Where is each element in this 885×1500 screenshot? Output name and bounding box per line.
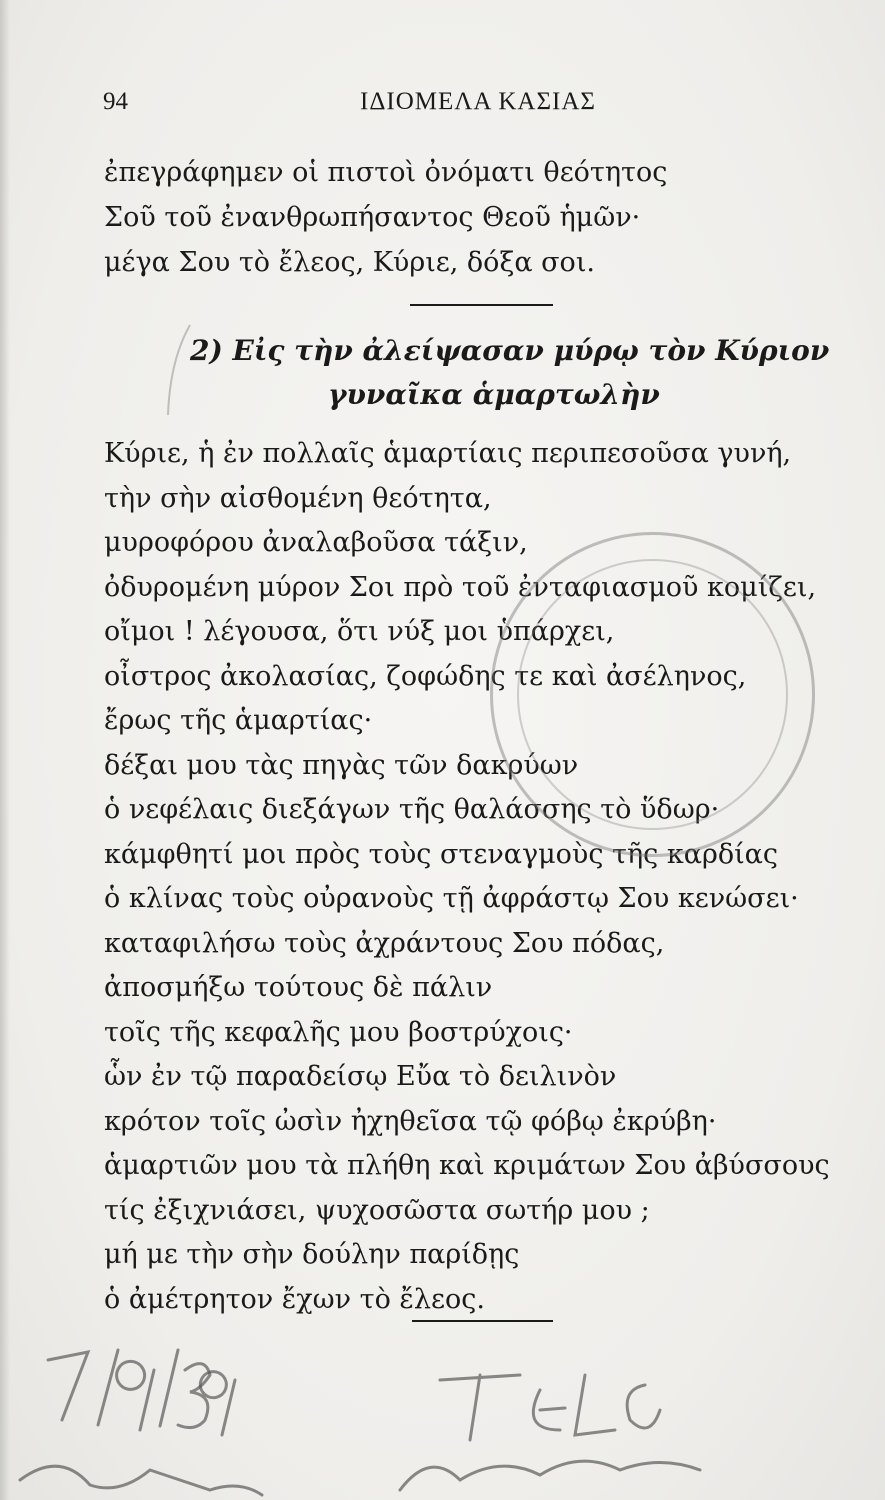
verse-line: μυροφόρου ἀναλαβοῦσα τάξιν, (104, 527, 528, 558)
page-edge-shadow (0, 0, 10, 1500)
page-number: 94 (103, 88, 128, 115)
verse-line: τὴν σὴν αἰσθομένη θεότητα, (104, 482, 492, 514)
section-divider-bottom (412, 1320, 553, 1322)
verse-line: οἴμοι ! λέγουσα, ὅτι νύξ μοι ὑπάρχει, (104, 616, 615, 647)
verse-line: κρότον τοῖς ὠσὶν ἠχηθεῖσα τῷ φόβῳ ἐκρύβη· (104, 1105, 717, 1137)
library-stamp (490, 532, 815, 857)
verse-line: κάμφθητί μοι πρὸς τοὺς στεναγμοὺς τῆς καρδίας (104, 838, 779, 870)
running-head: ΙΔΙΟΜΕΛΑ ΚΑΣΙΑΣ (360, 88, 596, 115)
verse-line: καταφιλήσω τοὺς ἀχράντους Σου πόδας, (104, 927, 665, 959)
verse-line: Κύριε, ἡ ἐν πολλαῖς ἁμαρτίαις περιπεσοῦσα γυνή, (104, 438, 792, 469)
verse-line: ἐπεγράφημεν οἱ πιστοὶ ὀνόματι θεότητος (104, 157, 668, 188)
verse-line: τίς ἐξιχνιάσει, ψυχοσῶστα σωτήρ μου ; (104, 1194, 650, 1226)
section-divider-top (410, 304, 553, 306)
verse-line: μέγα Σου τὸ ἔλεος, Κύριε, δόξα σοι. (104, 247, 595, 278)
verse-line: δέξαι μου τὰς πηγὰς τῶν δακρύων (104, 749, 579, 781)
verse-line: ἁμαρτιῶν μου τὰ πλήθη καὶ κριμάτων Σου ἀβύσσους (104, 1150, 830, 1181)
verse-line: ἔρως τῆς ἁμαρτίας· (104, 705, 373, 736)
verse-line: ὁ ἀμέτρητον ἔχων τὸ ἔλεος. (104, 1283, 485, 1315)
verse-line: ἀποσμήξω τούτους δὲ πάλιν (104, 972, 493, 1003)
pencil-margin-mark (160, 320, 200, 420)
page-header (103, 88, 663, 128)
verse-line: ὁ νεφέλαις διεξάγων τῆς θαλάσσης τὸ ὕδωρ· (104, 794, 720, 825)
verse-line: ὁ κλίνας τοὺς οὐρανοὺς τῇ ἀφράστῳ Σου κενώσει· (104, 883, 799, 914)
library-stamp-inner-ring (517, 559, 788, 830)
section-heading-line-1: 2) Εἰς τὴν ἀλείψασαν μύρῳ τὸν Κύριον (190, 334, 830, 367)
verse-line: Σοῦ τοῦ ἐνανθρωπήσαντος Θεοῦ ἡμῶν· (104, 202, 641, 233)
handwritten-pencil-note (0, 1330, 885, 1500)
verse-line: οἶστρος ἀκολασίας, ζοφώδης τε καὶ ἀσέληνος, (104, 660, 747, 692)
verse-line: μή με τὴν σὴν δούλην παρίδῃς (104, 1239, 520, 1270)
verse-line: ὀδυρομένη μύρον Σοι πρὸ τοῦ ἐνταφιασμοῦ κομίζει, (104, 571, 817, 603)
verse-line: τοῖς τῆς κεφαλῆς μου βοστρύχοις· (104, 1016, 573, 1048)
verse-block-continuation (104, 150, 667, 285)
verse-line: ὧν ἐν τῷ παραδείσῳ Εὔα τὸ δειλινὸν (104, 1061, 617, 1092)
section-heading-line-2: γυναῖκα ἁμαρτωλὴν (328, 378, 660, 411)
